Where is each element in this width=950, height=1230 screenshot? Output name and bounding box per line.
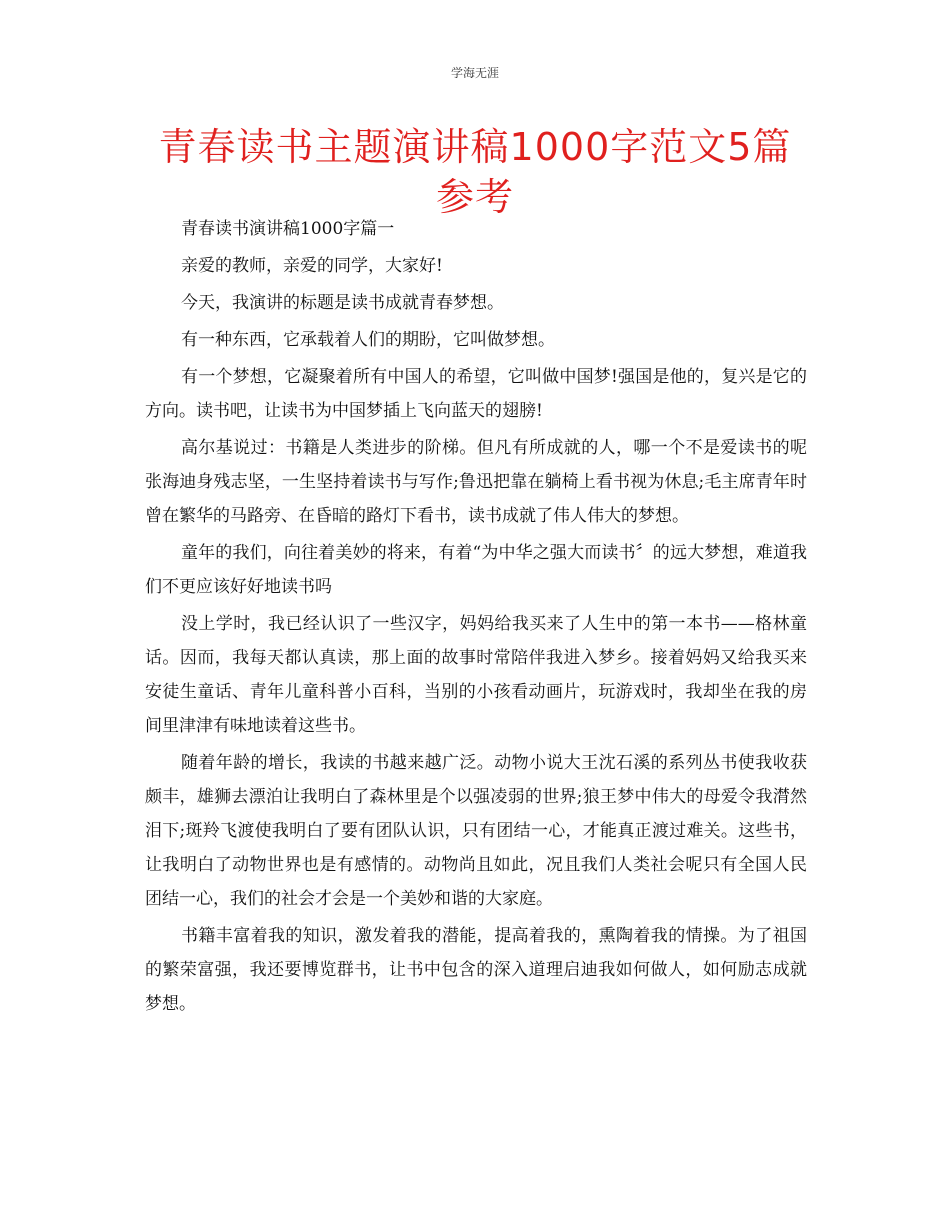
paragraph: 随着年龄的增长，我读的书越来越广泛。动物小说大王沈石溪的系列丛书使我收获颇丰，雄狮去漂泊让我明白了森林里是个以强凌弱的世界;狼王梦中伟大的母爱令我潸然泪下;斑羚飞渡使我明白了要有团队认识，只有团结一心，才能真正渡过难关。这些书，让我明白了动物世界也是有感情的。动物尚且如此，况且我们人类社会呢只有全国人民团结一心，我们的社会才会是一个美妙和谐的大家庭。: [145, 753, 807, 909]
paragraph: 书籍丰富着我的知识，激发着我的潜能，提高着我的，熏陶着我的情操。为了祖国的繁荣富强，我还要博览群书，让书中包含的深入道理启迪我如何做人，如何励志成就梦想。: [145, 926, 807, 1014]
header-watermark: 学海无涯: [450, 66, 499, 80]
paragraph: 高尔基说过：书籍是人类进步的阶梯。但凡有所成就的人，哪一个不是爱读书的呢张海迪身残志坚，一生坚持着读书与写作;鲁迅把靠在躺椅上看书视为休息;毛主席青年时曾在繁华的马路旁、在昏暗的路灯下看书，读书成就了伟人伟大的梦想。: [145, 438, 807, 526]
paragraph-subtitle: 青春读书演讲稿1000字篇一: [181, 219, 395, 239]
paragraph: 今天，我演讲的标题是读书成就青春梦想。: [181, 293, 504, 313]
paragraph: 童年的我们，向往着美妙的将来，有着“为中华之强大而读书〞的远大梦想，难道我们不更应该好好地读书吗: [145, 543, 807, 597]
paragraph: 没上学时，我已经认识了一些汉字，妈妈给我买来了人生中的第一本书——格林童话。因而，我每天都认真读，那上面的故事时常陪伴我进入梦乡。接着妈妈又给我买来安徒生童话、青年儿童科普小百科，当别的小孩看动画片，玩游戏时，我却坐在我的房间里津津有味地读着这些书。: [145, 614, 807, 736]
paragraph: 有一种东西，它承载着人们的期盼，它叫做梦想。: [181, 330, 555, 350]
paragraph: 亲爱的教师，亲爱的同学，大家好!: [181, 256, 443, 276]
document-title: 青春读书主题演讲稿1000字范文5篇参考: [158, 125, 792, 219]
paragraph: 有一个梦想，它凝聚着所有中国人的希望，它叫做中国梦!强国是他的，复兴是它的方向。读书吧，让读书为中国梦插上飞向蓝天的翅膀!: [145, 367, 807, 421]
document-body: [145, 212, 807, 1024]
